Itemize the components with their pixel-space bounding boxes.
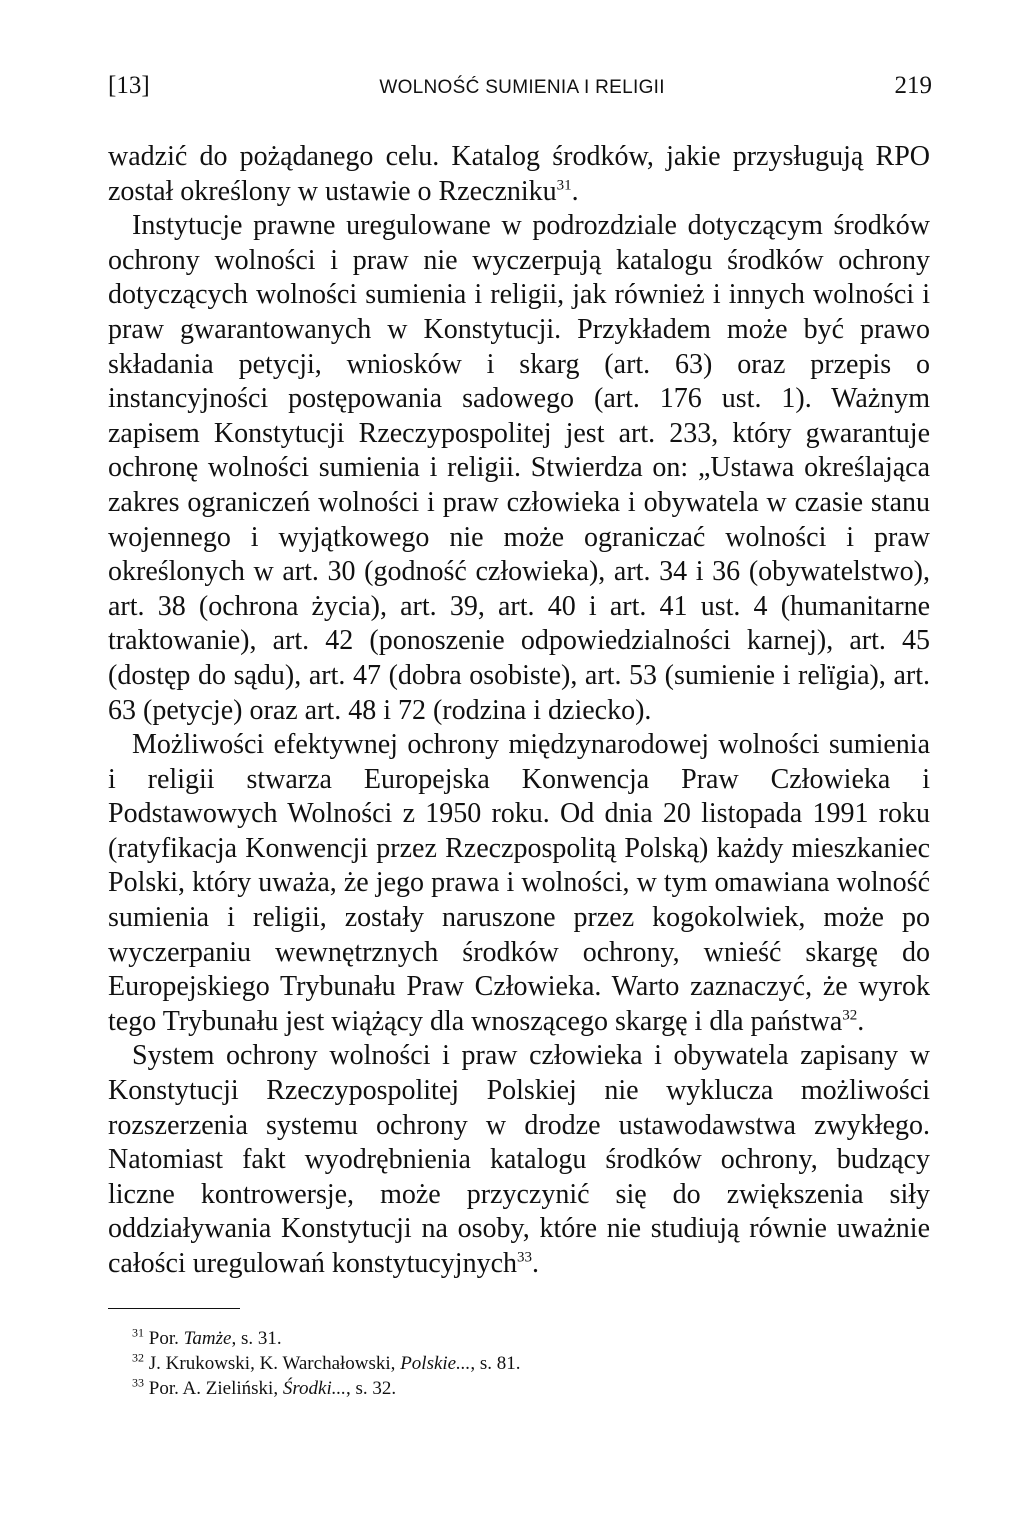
footnote-ref-33[interactable]: 33 bbox=[517, 1249, 533, 1266]
paragraph-1-end: . bbox=[571, 175, 579, 207]
running-title: WOLNOŚĆ SUMIENIA I RELIGII bbox=[379, 77, 665, 98]
footnote-number: 32 bbox=[132, 1350, 144, 1365]
paragraph-1-text: wadzić do pożądanego celu. Katalog środków, jakie przysługują RPO został określony w ustawie o Rzeczniku bbox=[108, 141, 930, 207]
footnote-title: Środki... bbox=[282, 1378, 346, 1399]
footnote-ref-32[interactable]: 32 bbox=[842, 1007, 858, 1024]
paragraph-3-text: Możliwości efektywnej ochrony międzynarodowej wolności sumienia i religii stwarza Europejska Konwencja Praw Człowieka i Podstawowych Wolności z 1950 roku. Od dnia 20 listopada 1991 roku (ratyfikacja Konwencji przez Rzeczpospolitą Polską) każdy mieszkaniec Polski, który uważa, że jego prawa i wolności, w tym omawiana wolność sumienia i religii, zostały naruszone przez kogokolwiek, może po wyczerpaniu wewnętrznych środków ochrony, wnieść skargę do Europejskiego Trybunału Praw Człowieka. Warto zaznaczyć, że wyrok tego Trybunału jest wiążący dla wnoszącego skargę i dla państwa bbox=[108, 729, 930, 1037]
footnote-number: 31 bbox=[132, 1325, 144, 1340]
paragraph-1 bbox=[108, 140, 930, 209]
footnote-text-end: , s. 81. bbox=[470, 1353, 521, 1374]
paragraph-3 bbox=[108, 728, 930, 1039]
footnote-32 bbox=[108, 1351, 930, 1376]
footnote-text: J. Krukowski, K. Warchałowski, bbox=[148, 1353, 401, 1374]
paragraph-4-end: . bbox=[532, 1248, 540, 1279]
footnote-text: Por. A. Zieliński, bbox=[148, 1378, 283, 1399]
footnote-31 bbox=[108, 1326, 930, 1351]
footnote-ref-31[interactable]: 31 bbox=[556, 177, 572, 194]
main-text bbox=[108, 140, 930, 1282]
footnote-text-end: , s. 31. bbox=[231, 1328, 282, 1349]
footnote-text: Por. bbox=[148, 1328, 184, 1349]
running-header bbox=[108, 72, 932, 108]
paragraph-3-end: . bbox=[857, 1005, 865, 1037]
footnote-33 bbox=[108, 1376, 930, 1401]
paragraph-4 bbox=[108, 1039, 930, 1281]
footnote-title: Tamże bbox=[183, 1328, 232, 1349]
paragraph-2: Instytucje prawne uregulowane w podrozdziale dotyczącym środków ochrony wolności i praw nie wyczerpują katalogu środków ochrony dotyczących wolności sumienia i religii, jak również i innych wolności i praw gwarantowanych w Konstytucji. Przykładem może być prawo składania petycji, wniosków i skarg (art. 63) oraz przepis o instancyjności postępowania sadowego (art. 176 ust. 1). Ważnym zapisem Konstytucji Rzeczypospolitej jest art. 233, który gwarantuje ochronę wolności sumienia i religii. Stwierdza on: „Ustawa określająca zakres ograniczeń wolności i praw człowieka i obywatela w czasie stanu wojennego i wyjątkowego nie może ograniczać wolności i praw określonych w art. 30 (godność człowieka), art. 34 i 36 (obywatelstwo), art. 38 (ochrona życia), art. 39, art. 40 i art. 41 ust. 4 (humanitarne traktowanie), art. 42 (ponoszenie odpowiedzialności karnej), art. 45 (dostęp do sądu), art. 47 (dobra osobiste), art. 53 (sumienie i relïgia), art. 63 (petycje) oraz art. 48 i 72 (rodzina i dziecko). bbox=[108, 210, 930, 726]
page-number: 219 bbox=[894, 72, 932, 99]
footnote-text-end: , s. 32. bbox=[345, 1378, 397, 1399]
footnotes bbox=[108, 1326, 930, 1401]
footnote-divider bbox=[108, 1308, 240, 1309]
footnote-title: Polskie... bbox=[400, 1353, 471, 1374]
section-number: [13] bbox=[108, 72, 150, 99]
footnote-number: 33 bbox=[132, 1375, 144, 1390]
paragraph-4-text: System ochrony wolności i praw człowieka i obywatela zapisany w Konstytucji Rzeczypospolitej Polskiej nie wyklucza możliwości rozszerzenia systemu ochrony w drodze ustawodawstwa zwykłego. Natomiast fakt wyodrębnienia katalogu środków ochrony, budzący liczne kontrowersje, może przyczynić się do zwiększenia siły oddziaływania Konstytucji na osoby, które nie studiują równie uważnie całości uregulowań konstytucyjnych bbox=[108, 1040, 930, 1279]
